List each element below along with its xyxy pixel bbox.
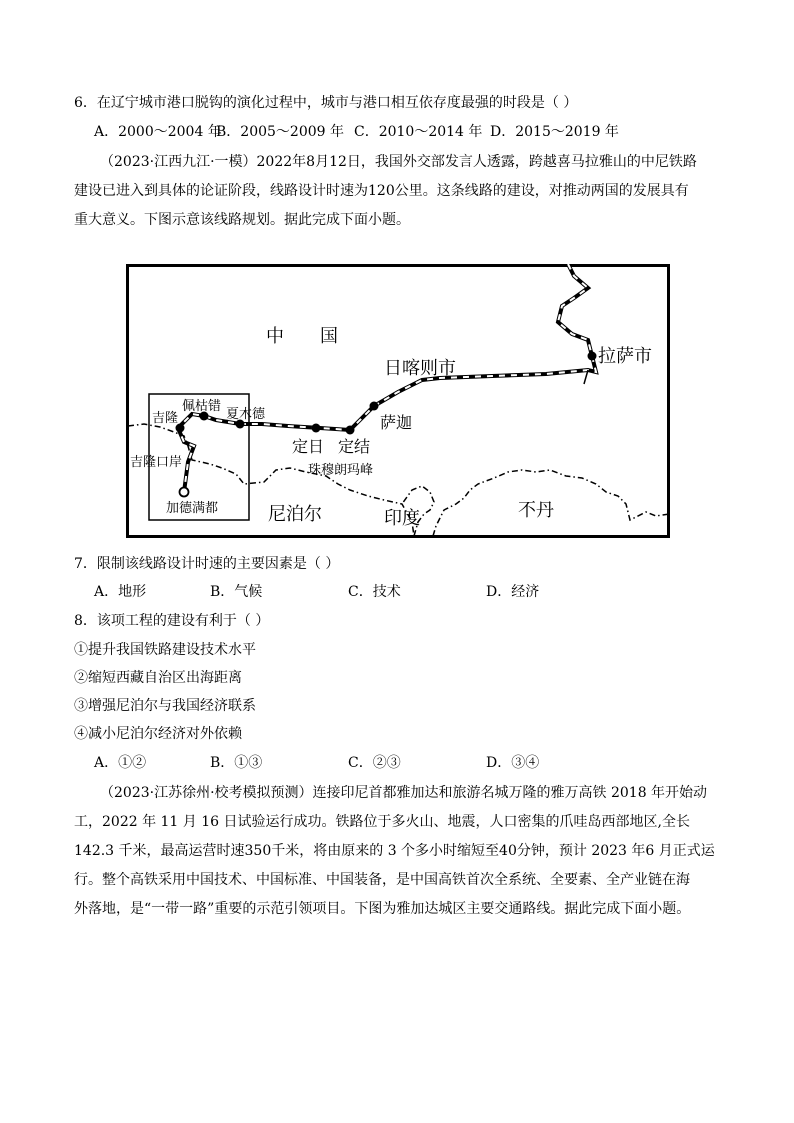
station-sakya (370, 402, 379, 411)
q8-options (94, 754, 594, 772)
q6-options (94, 123, 734, 141)
q7-option-a: A．地形 (94, 584, 147, 600)
q8-item-4: ④减小尼泊尔经济对外依赖 (74, 726, 242, 742)
passage1-line-3: 重大意义。下图示意该线路规划。据此完成下面小题。 (74, 212, 410, 228)
railway-route-map (126, 264, 670, 538)
q6-option-d: D．2015～2019 年 (490, 124, 619, 140)
label-nepal: 尼泊尔 (268, 504, 322, 525)
label-sakya: 萨迦 (380, 413, 413, 432)
label-xiamude: 夏木德 (226, 407, 266, 422)
passage1-line-2: 建设已进入到具体的论证阶段，线路设计时速为120公里。这条线路的建设，对推动两国的发展具有 (74, 183, 689, 199)
station-kathmandu (180, 488, 189, 497)
passage2-line-3: 142.3 千米，最高运营时速350千米，将由原来的 3 个多小时缩短至40分钟，预计 2023 年6 月正式运 (74, 843, 715, 859)
q6-option-b: B．2005～2009 年 (216, 124, 344, 140)
label-shigatse: 日喀则市 (384, 358, 456, 379)
q8-stem: 8．该项工程的建设有利于（ ） (74, 613, 270, 629)
q6-option-a: A．2000～2004 年 (94, 124, 222, 140)
q7-options (94, 583, 574, 601)
q8-item-2: ②缩短西藏自治区出海距离 (74, 670, 242, 686)
station-dingri (312, 424, 321, 433)
passage2-line-5: 外落地，是“一带一路”重要的示范引领项目。下图为雅加达城区主要交通路线。据此完成下面小题。 (74, 901, 691, 917)
q6-option-c: C．2010～2014 年 (354, 124, 483, 140)
label-lhasa: 拉萨市 (598, 346, 652, 367)
passage2-line-4: 行。整个高铁采用中国技术、中国标准、中国装备，是中国高铁首次全系统、全要素、全产业链在海 (74, 872, 690, 888)
label-everest: 珠穆朗玛峰 (308, 463, 374, 478)
station-lhasa (588, 352, 597, 361)
label-jilong: 吉隆 (152, 411, 179, 426)
q8-option-d: D．③④ (486, 755, 540, 771)
label-china: 中 国 (266, 326, 338, 347)
passage2-line-2: 工，2022 年 11 月 16 日试验运行成功。铁路位于多火山、地震，人口密集的爪哇岛西部地区,全长 (74, 814, 690, 830)
label-bhutan: 不丹 (518, 500, 554, 521)
q8-item-3: ③增强尼泊尔与我国经济联系 (74, 698, 256, 714)
q7-option-d: D．经济 (486, 584, 540, 600)
label-dingri: 定日 (292, 437, 325, 456)
station-dingjie (346, 426, 355, 435)
label-jilong-port: 吉隆口岸 (130, 455, 183, 470)
q7-option-c: C．技术 (348, 584, 401, 600)
q7-stem: 7．限制该线路设计时速的主要因素是（ ） (74, 556, 340, 572)
label-india: 印度 (384, 508, 420, 529)
passage2-line-1: （2023·江苏徐州·校考模拟预测）连接印尼首都雅加达和旅游名城万隆的雅万高铁 2018 年开始动 (100, 785, 708, 801)
label-peikucuo: 佩枯错 (182, 399, 222, 414)
q8-option-b: B．①③ (210, 755, 263, 771)
q8-option-a: A．①② (94, 755, 147, 771)
q6-stem: 6．在辽宁城市港口脱钩的演化过程中，城市与港口相互依存度最强的时段是（ ） (74, 95, 578, 111)
label-kathmandu: 加德满都 (166, 501, 219, 516)
label-dingjie: 定结 (338, 437, 371, 456)
q8-option-c: C．②③ (348, 755, 401, 771)
passage1-line-1: （2023·江西九江·一模）2022年8月12日，我国外交部发言人透露，跨越喜马拉雅山的中尼铁路 (100, 154, 697, 170)
q8-item-1: ①提升我国铁路建设技术水平 (74, 642, 256, 658)
q7-option-b: B．气候 (210, 584, 263, 600)
